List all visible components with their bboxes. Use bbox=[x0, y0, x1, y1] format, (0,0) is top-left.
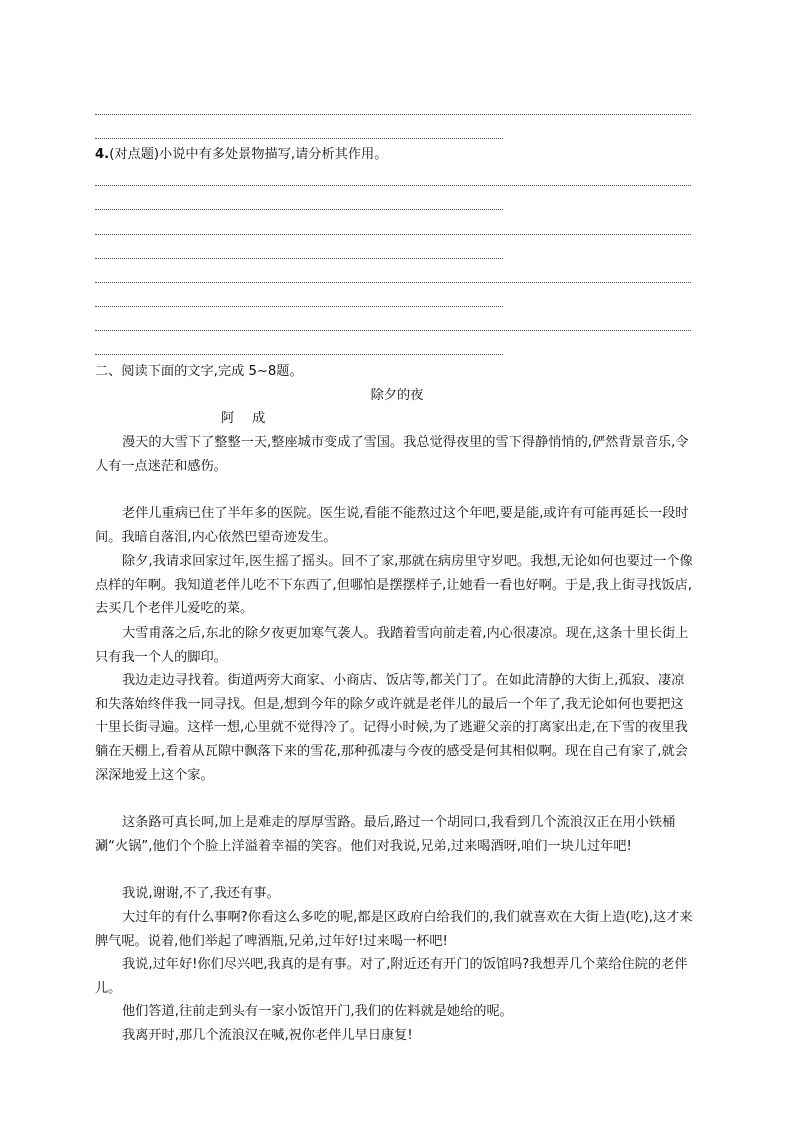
paragraph: 我说,过年好!你们尽兴吧,我真的是有事。对了,附近还有开门的饭馆吗?我想弄几个菜给住院的老伴儿。 bbox=[95, 957, 688, 996]
question-number: 4. bbox=[95, 147, 110, 162]
article-title-text: 除夕的夜 bbox=[370, 388, 424, 403]
answer-line bbox=[95, 114, 691, 115]
answer-line bbox=[95, 138, 503, 139]
paragraph: 我边走边寻找着。街道两旁大商家、小商店、饭店等,都关门了。在如此清静的大街上,孤寂、凄凉和失落始终伴我一同寻找。但是,想到今年的除夕或许就是老伴儿的最后一个年了,我无论如何也要把这十里长街寻遍。这样一想,心里就不觉得冷了。记得小时候,为了逃避父亲的打离家出走,在下雪的夜里我躺在天棚上,看着从瓦隙中飘落下来的雪花,那种孤凄与今夜的感受是何其相似啊。现在自己有家了,就会深深地爱上这个家。 bbox=[95, 673, 688, 783]
question-4 bbox=[95, 147, 387, 163]
paragraph: 他们答道,往前走到头有一家小饭馆开门,我们的佐料就是她给的呢。 bbox=[122, 1004, 513, 1019]
answer-line bbox=[95, 185, 691, 186]
question-text: (对点题)小说中有多处景物描写,请分析其作用。 bbox=[109, 147, 388, 162]
article-author: 阿成 bbox=[221, 411, 284, 426]
paragraph: 这条路可真长呵,加上是难走的厚厚雪路。最后,路过一个胡同口,我看到几个流浪汉正在用小铁桶涮“火锅”,他们个个脸上洋溢着幸福的笑容。他们对我说,兄弟,过来喝酒呀,咱们一块儿过年吧! bbox=[95, 815, 676, 854]
paragraph: 老伴儿重病已住了半年多的医院。医生说,看能不能熬过这个年吧,要是能,或许有可能再延长一段时间。我暗自落泪,内心依然巴望奇迹发生。 bbox=[95, 506, 689, 545]
answer-line bbox=[95, 234, 691, 235]
answer-line bbox=[95, 306, 503, 307]
paragraph: 我说,谢谢,不了,我还有事。 bbox=[122, 886, 280, 901]
article-title bbox=[0, 388, 794, 404]
answer-line bbox=[95, 354, 503, 355]
answer-line bbox=[95, 330, 691, 331]
paragraph: 漫天的大雪下了整整一天,整座城市变成了雪国。我总觉得夜里的雪下得静悄悄的,俨然背景音乐,令人有一点迷茫和感伤。 bbox=[95, 435, 689, 474]
paragraph: 除夕,我请求回家过年,医生摇了摇头。回不了家,那就在病房里守岁吧。我想,无论如何也要过一个像点样的年啊。我知道老伴儿吃不下东西了,但哪怕是摆摆样子,让她看一看也好啊。于是,我上街寻找饭店,去买几个老伴儿爱吃的菜。 bbox=[95, 554, 693, 617]
paragraph: 大过年的有什么事啊?你看这么多吃的呢,都是区政府白给我们的,我们就喜欢在大街上造(吃),这才来脾气呢。说着,他们举起了啤酒瓶,兄弟,过年好!过来喝一杯吧! bbox=[95, 910, 693, 949]
paragraph: 大雪甫落之后,东北的除夕夜更加寒气袭人。我踏着雪向前走着,内心很凄凉。现在,这条十里长街上只有我一个人的脚印。 bbox=[95, 626, 689, 665]
answer-line bbox=[95, 209, 503, 210]
answer-line bbox=[95, 258, 503, 259]
section-heading: 二、阅读下面的文字,完成 5~8题。 bbox=[95, 364, 303, 379]
answer-line bbox=[95, 282, 691, 283]
paragraph: 我离开时,那几个流浪汉在喊,祝你老伴儿早日康复! bbox=[122, 1028, 413, 1043]
